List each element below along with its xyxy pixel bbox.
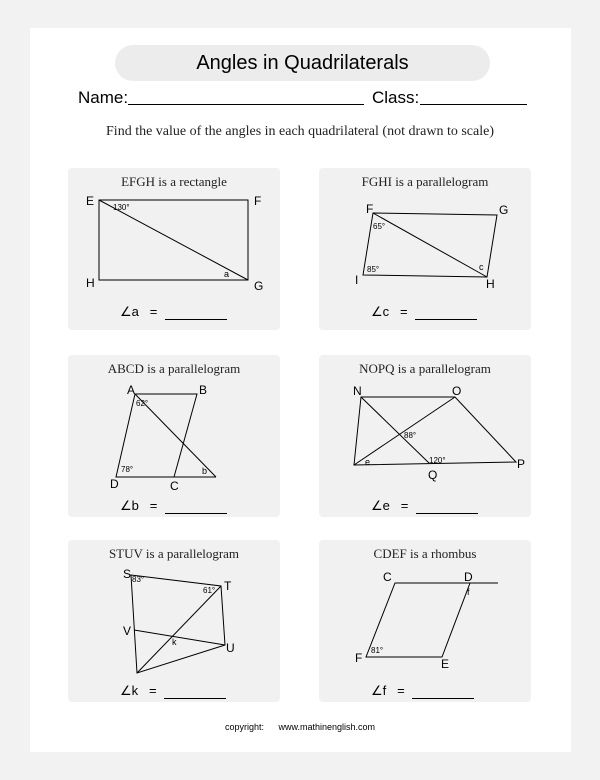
copyright-footer [0,722,600,732]
vertex-label: D [110,477,119,491]
angle-label: 81° [371,646,384,655]
worksheet-title: Angles in Quadrilaterals [115,45,490,81]
instructions: Find the value of the angles in each quadrilateral (not drawn to scale) [106,124,494,139]
unknown-angle-label: c [479,262,484,272]
diagram-cdef [319,540,531,702]
name-label: Name: [78,88,129,107]
unknown-angle-label: k [172,637,177,647]
copyright-label: copyright: [224,722,264,732]
vertex-label: Q [428,468,438,482]
diagram-stuv [68,540,280,702]
class-label: Class: [372,88,420,107]
problem-title: EFGH is a rectangle [121,174,227,189]
problem-title: FGHI is a parallelogram [361,174,489,189]
unknown-angle-label: e [365,457,371,467]
vertex-label: D [464,570,473,584]
angle-label: 61° [203,586,216,595]
problem-card-efgh [68,168,280,330]
vertex-label: P [517,457,526,471]
answer-blank[interactable] [165,307,227,320]
vertex-label: O [452,384,462,398]
vertex-label: G [254,279,264,293]
vertex-label: U [226,641,235,655]
vertex-label: I [355,273,359,287]
diagram-abcd [68,355,280,517]
vertex-label: H [486,277,495,291]
answer-row: ∠a = [120,304,227,320]
vertex-label: C [170,479,179,493]
problem-card-cdef [319,540,531,702]
angle-label: 130° [113,203,130,212]
angle-label: 120° [429,456,446,465]
answer-row: ∠k = [120,683,226,699]
vertex-label: E [86,194,95,208]
vertex-label: E [441,657,450,671]
unknown-angle-label: f [467,587,470,597]
vertex-label: A [127,383,136,397]
name-line[interactable] [128,104,364,105]
problem-title: NOPQ is a parallelogram [359,361,491,376]
answer-row: ∠e = [371,498,478,514]
angle-symbol-label: ∠f [371,683,387,698]
problem-title: STUV is a parallelogram [108,546,240,561]
vertex-label: T [224,579,232,593]
angle-label: 78° [121,465,134,474]
vertex-label: F [355,651,363,665]
problem-title: ABCD is a parallelogram [107,361,241,376]
vertex-label: V [123,624,132,638]
diagram-nopq [319,355,531,517]
angle-symbol-label: ∠e [371,498,390,513]
vertex-label: G [499,203,509,217]
problem-card-nopq [319,355,531,517]
vertex-label: N [353,384,362,398]
answer-blank[interactable] [416,501,478,514]
vertex-label: B [199,383,208,397]
answer-blank[interactable] [165,501,227,514]
vertex-label: F [254,194,262,208]
problem-card-fghi [319,168,531,330]
vertex-label: H [86,276,95,290]
answer-row: ∠b = [120,498,227,514]
vertex-label: S [123,567,132,581]
answer-blank[interactable] [164,686,226,699]
answer-row: ∠f = [371,683,474,699]
problem-card-stuv [68,540,280,702]
class-line[interactable] [420,104,527,105]
angle-symbol-label: ∠b [120,498,139,513]
vertex-label: F [366,202,374,216]
angle-label: 83° [132,575,145,584]
unknown-angle-label: a [224,269,230,279]
answer-blank[interactable] [412,686,474,699]
angle-symbol-label: ∠k [120,683,139,698]
problem-title: CDEF is a rhombus [373,546,477,561]
angle-label: 85° [367,265,380,274]
vertex-label: C [383,570,392,584]
copyright-site-link[interactable]: www.mathinenglish.com [278,722,376,732]
problem-card-abcd [68,355,280,517]
unknown-angle-label: b [202,466,208,476]
angle-label: 88° [404,431,417,440]
answer-blank[interactable] [415,307,477,320]
angle-symbol-label: ∠a [120,304,139,319]
angle-label: 62° [136,399,149,408]
angle-label: 65° [373,222,386,231]
answer-row: ∠c = [371,304,477,320]
angle-symbol-label: ∠c [371,304,390,319]
